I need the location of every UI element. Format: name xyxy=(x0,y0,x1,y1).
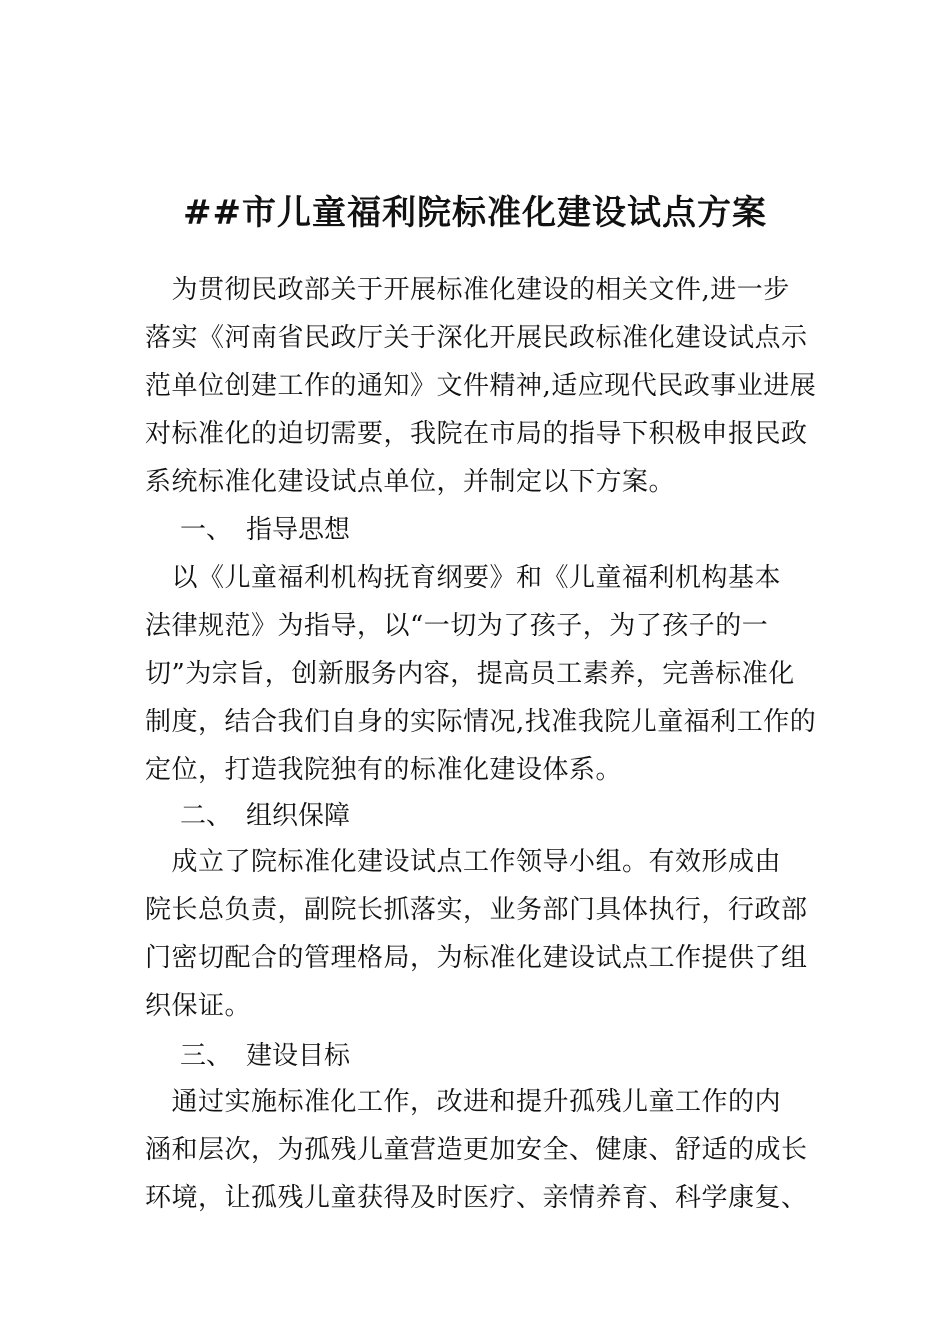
section-heading-organization xyxy=(180,792,350,840)
section-paragraph-organization xyxy=(145,838,810,1030)
text-line: 以《儿童福利机构抚育纲要》和《儿童福利机构基本 xyxy=(145,563,782,593)
document-title: ##市儿童福利院标准化建设试点方案 xyxy=(183,192,767,233)
text-line: 法律规范》为指导，以“一切为了孩子，为了孩子的一 xyxy=(145,611,769,641)
section-number: 二、 xyxy=(180,801,233,831)
text-line: 织保证。 xyxy=(145,991,252,1021)
section-heading-text: 指导思想 xyxy=(246,515,351,545)
section-number: 一、 xyxy=(180,515,233,545)
intro-paragraph xyxy=(145,266,817,506)
text-line: 系统标准化建设试点单位，并制定以下方案。 xyxy=(145,467,676,497)
text-line: 为贯彻民政部关于开展标准化建设的相关文件,进一步 xyxy=(145,275,790,305)
text-line: 门密切配合的管理格局，为标准化建设试点工作提供了组 xyxy=(145,943,808,973)
text-line: 定位，打造我院独有的标准化建设体系。 xyxy=(145,755,623,785)
text-line: 院长总负责，副院长抓落实，业务部门具体执行，行政部 xyxy=(145,895,808,925)
text-line: 制度，结合我们自身的实际情况,找准我院儿童福利工作的 xyxy=(145,707,817,737)
text-line: 涵和层次，为孤残儿童营造更加安全、健康、舒适的成长 xyxy=(145,1135,808,1165)
text-line: 落实《河南省民政厅关于深化开展民政标准化建设试点示 xyxy=(145,323,808,353)
text-line: 切”为宗旨，创新服务内容，提高员工素养，完善标准化 xyxy=(145,659,795,689)
section-heading-text: 建设目标 xyxy=(246,1041,351,1071)
text-line: 通过实施标准化工作，改进和提升孤残儿童工作的内 xyxy=(145,1087,782,1117)
text-line: 成立了院标准化建设试点工作领导小组。有效形成由 xyxy=(145,847,782,877)
text-line: 环境，让孤残儿童获得及时医疗、亲情养育、科学康复、 xyxy=(145,1183,808,1213)
section-paragraph-goals xyxy=(145,1078,810,1222)
section-heading-guiding-ideology xyxy=(180,506,350,554)
section-number: 三、 xyxy=(180,1041,233,1071)
text-line: 范单位创建工作的通知》文件精神,适应现代民政事业进展 xyxy=(145,371,817,401)
section-heading-text: 组织保障 xyxy=(246,801,351,831)
text-line: 对标准化的迫切需要，我院在市局的指导下积极申报民政 xyxy=(145,419,808,449)
section-paragraph-guiding-ideology xyxy=(145,554,817,794)
section-heading-goals xyxy=(180,1032,350,1080)
